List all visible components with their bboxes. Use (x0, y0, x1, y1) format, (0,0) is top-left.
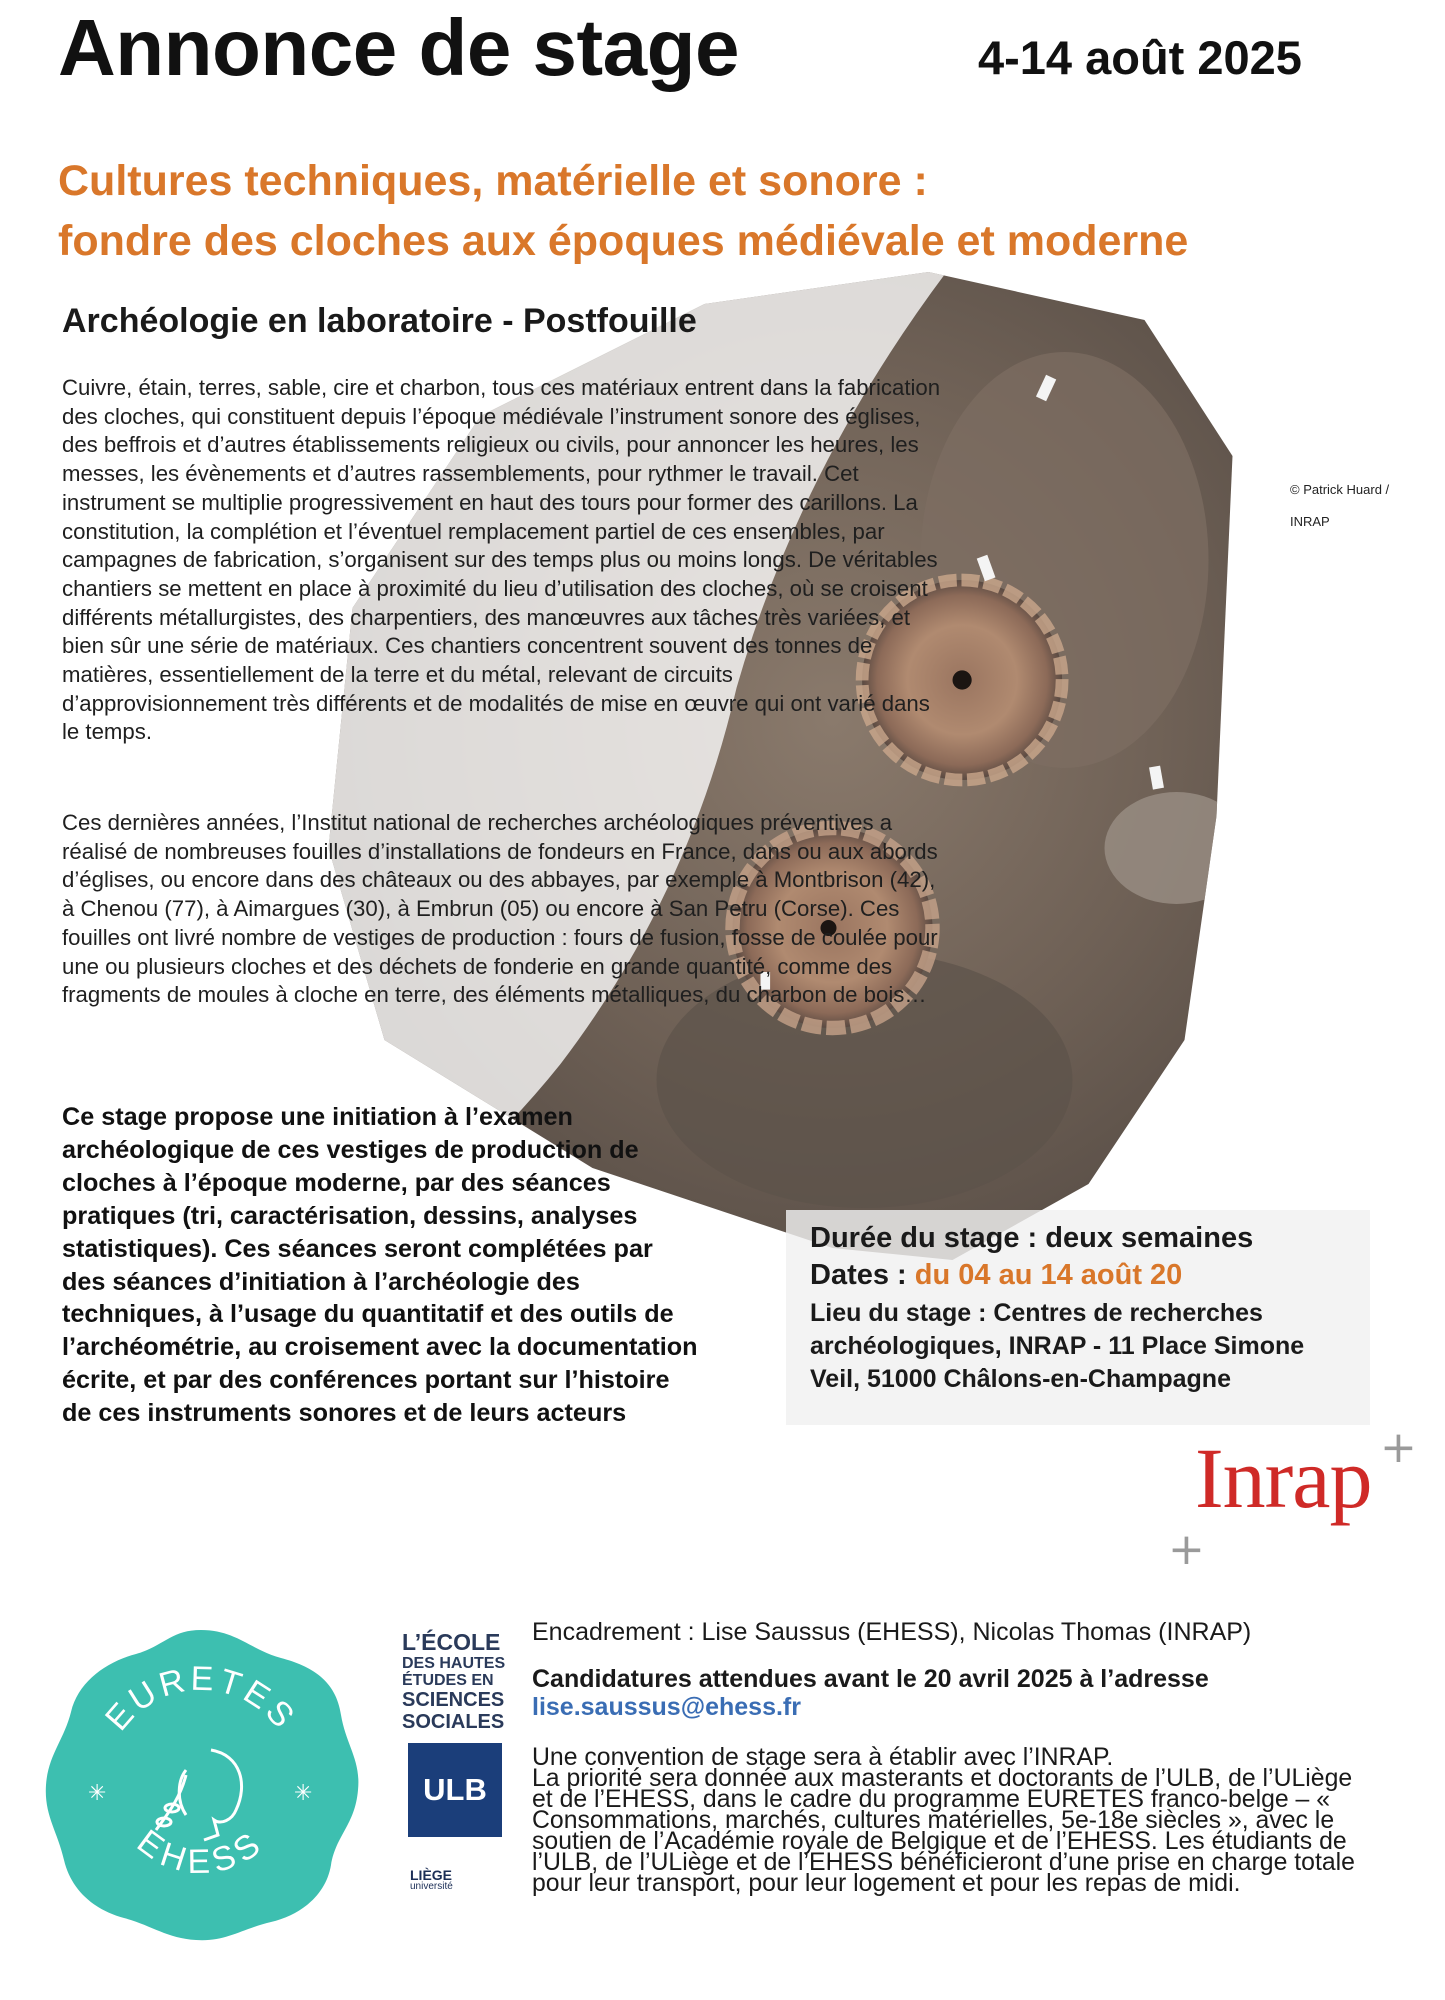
liege-line-2: université (410, 1881, 453, 1892)
section-heading: Archéologie en laboratoire - Postfouille (62, 302, 697, 340)
ecole-line-3: ÉTUDES EN (402, 1672, 494, 1689)
dates (810, 1259, 1182, 1292)
ehess-text: EHESS (130, 1822, 272, 1882)
date-range: 4-14 août 2025 (978, 31, 1302, 84)
duration: Durée du stage : deux semaines (810, 1222, 1254, 1254)
photo-credit-line-1: © Patrick Huard / (1290, 482, 1390, 497)
intro-paragraph: Cuivre, étain, terres, sable, cire et charbon, tous ces matériaux entrent dans la fabrication des cloches, qui constituent depuis l’époque médiévale l’instrument sonore des églises, des beffrois et d’autres établissements religieux ou civils, pour annoncer les heures, les messes, les évènements et d’autres rassemblements, pour rythmer le travail. Cet instrument se multiplie progressivement en haut des tours pour former des carillons. La constitution, la complétion et l’éventuel remplacement partiel de ces ensembles, par campagnes de fabrication, s’organisent sur des temps plus ou moins longs. De véritables chantiers se mettent en place à proximité du lieu d’utilisation des cloches, où se croisent différents métallurgistes, des charpentiers, des manœuvres aux tâches très variées, et bien sûr une série de matériaux. Ces chantiers concentrent souvent des tonnes de matières, essentiellement de la terre et du métal, relevant de circuits d’approvisionnement très différents et de modalités de mise en œuvre qui ont varié dans le temps. (62, 375, 941, 745)
dates-label: Dates : (810, 1259, 907, 1291)
ecole-line-1: L’ÉCOLE (402, 1629, 501, 1655)
page-title: Annonce de stage (58, 3, 740, 92)
supervision: Encadrement : Lise Saussus (EHESS), Nicolas Thomas (INRAP) (532, 1618, 1252, 1646)
location-line-1: Lieu du stage : Centres de recherches (810, 1299, 1263, 1327)
inrap-paragraph: Ces dernières années, l’Institut national de recherches archéologiques préventives a réalisé de nombreuses fouilles d’installations de fondeurs en France, dans ou aux abords d’églises, ou encore dans des châteaux ou des abbayes, par exemple à Montbrison (42), à Chenou (77), à Aimargues (30), à Embrun (05) ou encore à San Petru (Corse). Ces fouilles ont livré nombre de vestiges de production : fours de fusion, fosse de coulée pour une ou plusieurs cloches et des déchets de fonderie en grande quantité, comme des fragments de moules à cloche en terre, des éléments métalliques, du charbon de bois… (62, 810, 938, 1008)
dates-value: du 04 au 14 août 20 (914, 1259, 1183, 1291)
internship-description: Ce stage propose une initiation à l’examen archéologique de ces vestiges de production de cloches à l’époque moderne, par des séances pratiques (tri, caractérisation, dessins, analyses statistiques). Ces séances seront complétées par des séances d’initiation à l’archéologie des techniques, à l’usage du quantitatif et des outils de l’archéométrie, au croisement avec la documentation écrite, et par des conférences portant sur l’histoire de ces instruments sonores et de leurs acteurs (62, 1103, 698, 1428)
photo-credit-line-2: INRAP (1290, 514, 1330, 529)
footer-notes (532, 1744, 1362, 1897)
photo-credit (1290, 474, 1410, 538)
ehess-logo (402, 1630, 512, 1733)
ecole-line-5: SOCIALES (402, 1711, 505, 1733)
convention-note: Une convention de stage sera à établir avec l’INRAP. (532, 1744, 1114, 1771)
subtitle-line-1: Cultures techniques, matérielle et sonore : (58, 157, 928, 205)
applications-deadline: Candidatures attendues avant le 20 avril 2025 à l’adresse (532, 1665, 1209, 1693)
liege-line-1: LIÈGE (410, 1867, 453, 1883)
inrap-logo: Inrap (1195, 1430, 1372, 1526)
star-icon: ✳ (294, 1780, 313, 1805)
plus-icon: + (1380, 1422, 1417, 1473)
liege-university-logo (410, 1869, 453, 1893)
ulb-logo: ULB (408, 1743, 502, 1837)
location-line-2: archéologiques, INRAP - 11 Place Simone (810, 1332, 1305, 1360)
priority-note: La priorité sera donnée aux masterants et doctorants de l’ULB, de l’ULiège et de l’EHESS, dans le cadre du programme EURETES franco-belge – « Consommations, marchés, cultures matérielles, 5e-18e siècles », avec le soutien de l’Académie royale de Belgique et de l’EHESS. Les étudiants de l’ULB, de l’ULiège et de l’EHESS bénéficieront d’une prise en charge totale pour leur transport, pour leur logement et pour les repas de midi. (532, 1765, 1355, 1897)
ecole-line-2: DES HAUTES (402, 1655, 506, 1672)
euretes-ehess-badge (36, 1620, 366, 1950)
euretes-text: EURETES (97, 1659, 305, 1738)
contact-email-link[interactable]: lise.saussus@ehess.fr (532, 1693, 801, 1721)
liege-text (410, 1869, 453, 1893)
location-line-3: Veil, 51000 Châlons-en-Champagne (810, 1365, 1231, 1393)
star-icon: ✳ (88, 1780, 107, 1805)
ecole-line-4: SCIENCES (402, 1689, 505, 1711)
plus-icon: + (1168, 1524, 1205, 1575)
subtitle-line-2: fondre des cloches aux époques médiévale et moderne (58, 217, 1189, 265)
